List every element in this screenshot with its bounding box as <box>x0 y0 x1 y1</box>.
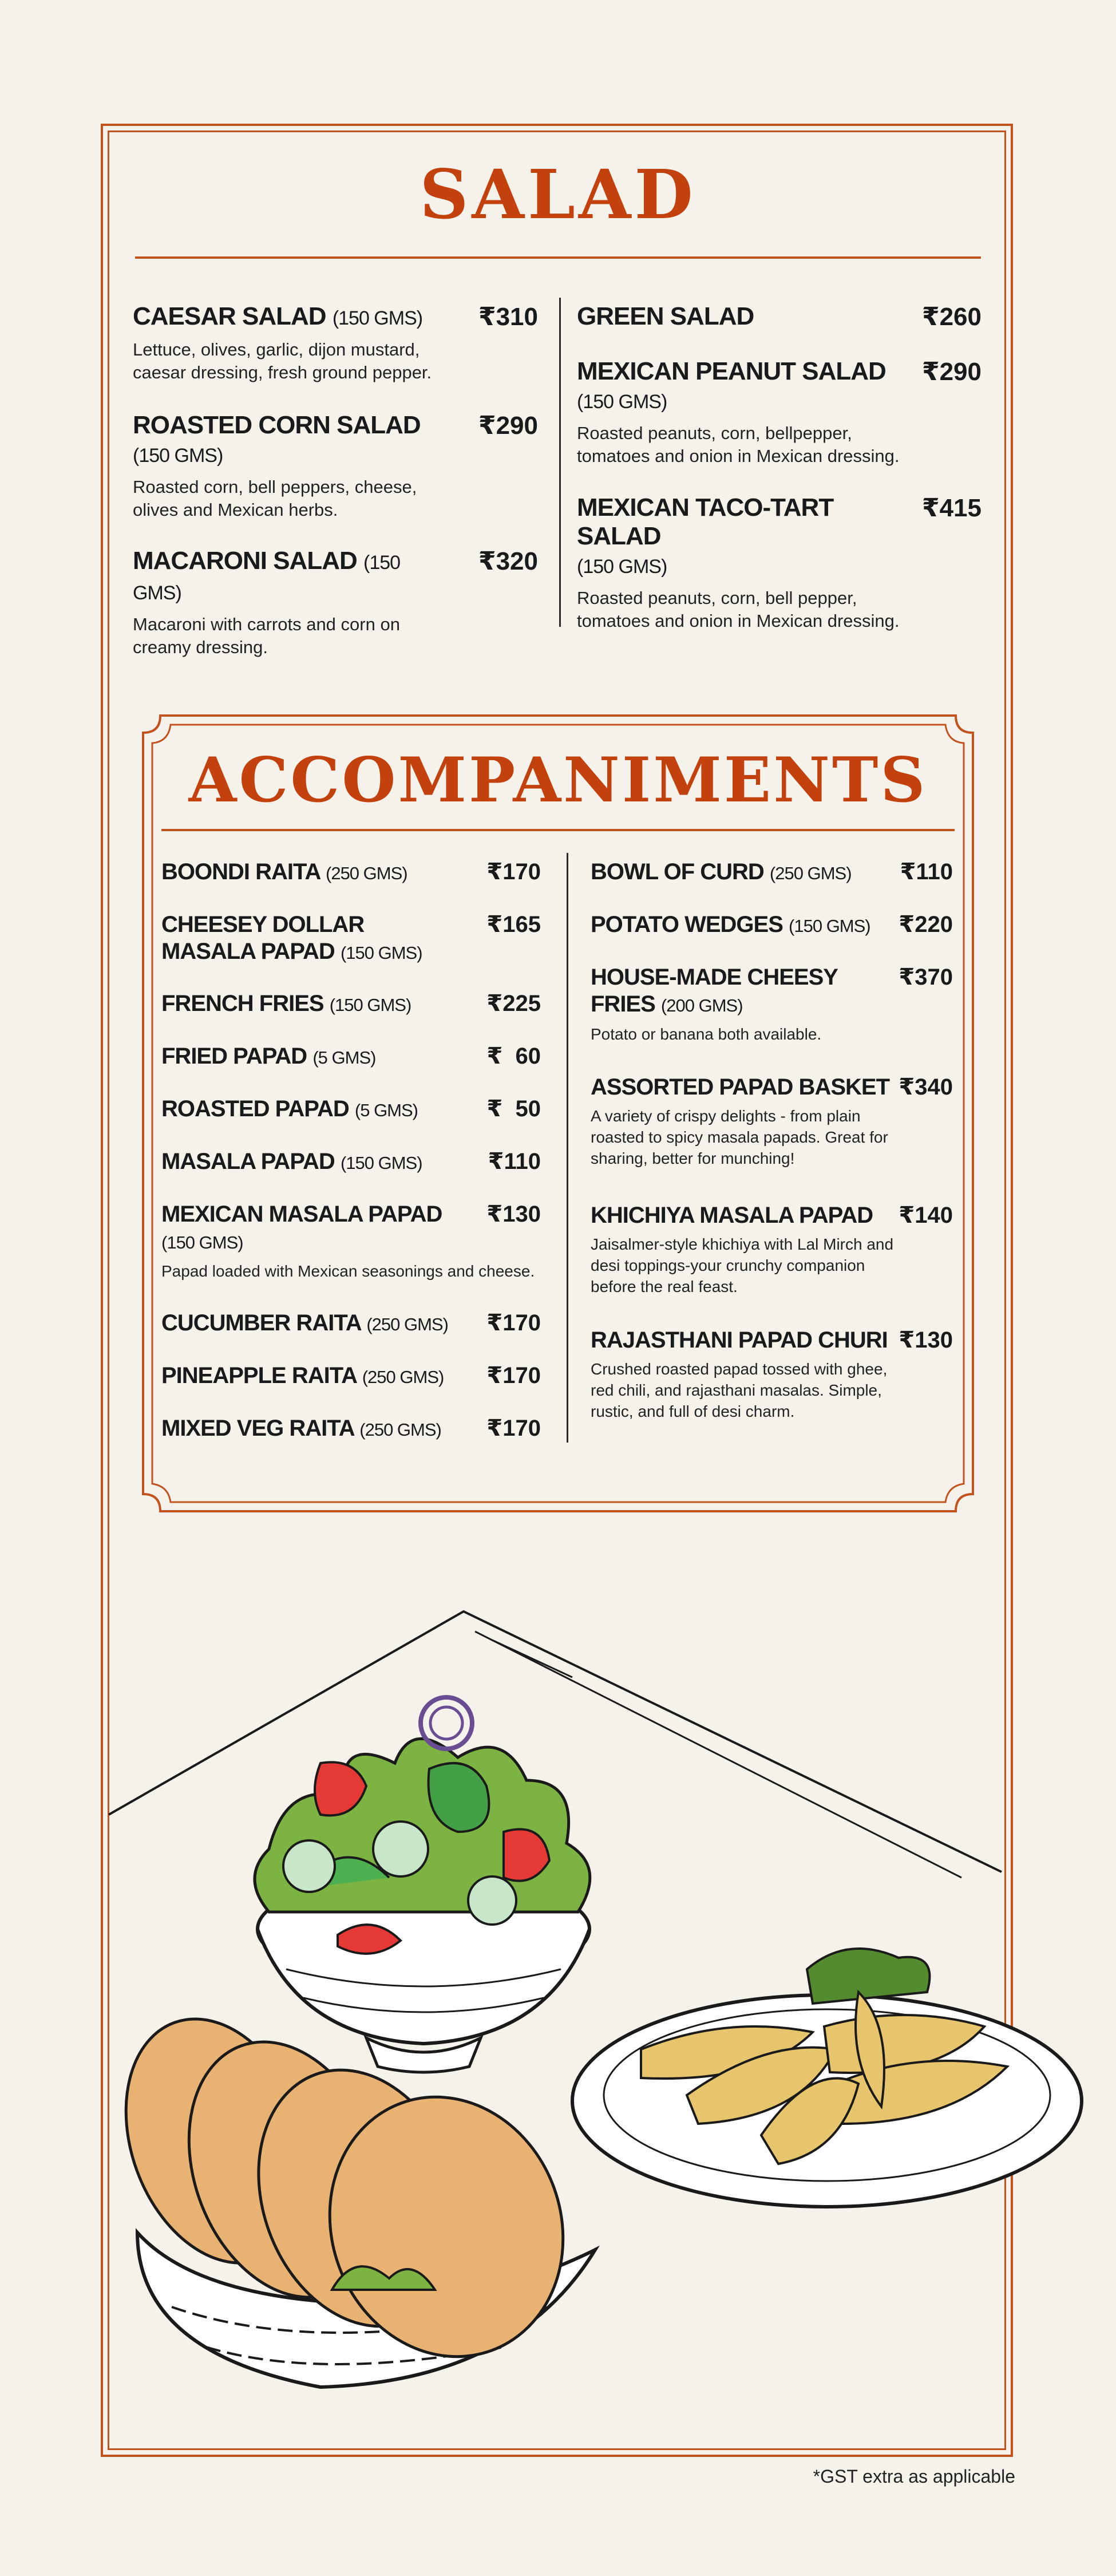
acc-price-cheesey-dollar: ₹165 <box>486 912 541 937</box>
acc-item-boondi-raita: BOONDI RAITA (250 GMS) <box>161 859 407 884</box>
salad-item-caesar: CAESAR SALAD (150 GMS) Lettuce, olives, garlic, dijon mustard, caesar dressing, fresh ground pepper. <box>133 302 432 382</box>
acc-price-french-fries: ₹225 <box>486 991 541 1016</box>
salad-price-mexican-taco-tart: ₹415 <box>921 494 982 522</box>
acc-item-potato-wedges: POTATO WEDGES (150 GMS) <box>591 912 870 937</box>
acc-item-cheesy-fries: HOUSE-MADE CHEESY FRIES (200 GMS) Potato or banana both available. <box>591 965 838 1043</box>
acc-price-assorted-papad-basket: ₹340 <box>899 1074 953 1100</box>
salad-title: SALAD <box>420 155 696 234</box>
acc-price-bowl-of-curd: ₹110 <box>900 859 953 884</box>
salad-item-mexican-peanut: MEXICAN PEANUT SALAD (150 GMS) Roasted peanuts, corn, bellpepper, tomatoes and onion in Mexican dressing. <box>577 357 900 466</box>
salad-price-macaroni: ₹320 <box>478 547 538 575</box>
food-illustration <box>0 1591 1116 2484</box>
acc-item-assorted-papad-basket: ASSORTED PAPAD BASKET A variety of crispy delights - from plain roasted to spicy masala papads. Great for sharing, better for munching! <box>591 1074 890 1167</box>
acc-item-pineapple-raita: PINEAPPLE RAITA (250 GMS) <box>161 1363 444 1388</box>
accompaniments-rule <box>161 829 955 831</box>
salad-column-divider <box>559 298 561 627</box>
acc-item-cheesey-dollar: CHEESEY DOLLAR MASALA PAPAD (150 GMS) <box>161 912 422 964</box>
acc-price-potato-wedges: ₹220 <box>899 912 953 937</box>
acc-item-fried-papad: FRIED PAPAD (5 GMS) <box>161 1044 376 1069</box>
salad-item-green: GREEN SALAD <box>577 302 754 330</box>
salad-price-mexican-peanut: ₹290 <box>921 358 982 386</box>
salad-rule <box>135 256 981 259</box>
acc-item-french-fries: FRENCH FRIES (150 GMS) <box>161 991 411 1016</box>
salad-item-roasted-corn: ROASTED CORN SALAD (150 GMS) Roasted corn, bell peppers, cheese, olives and Mexican herbs. <box>133 411 421 520</box>
acc-price-cucumber-raita: ₹170 <box>486 1310 541 1336</box>
acc-price-boondi-raita: ₹170 <box>486 859 541 884</box>
gst-footnote: *GST extra as applicable <box>813 2466 1015 2487</box>
acc-price-roasted-papad: ₹ 50 <box>486 1096 541 1121</box>
acc-price-mexican-masala-papad: ₹130 <box>486 1202 541 1227</box>
acc-item-cucumber-raita: CUCUMBER RAITA (250 GMS) <box>161 1310 448 1336</box>
salad-item-mexican-taco-tart: MEXICAN TACO-TART SALAD (150 GMS) Roasted peanuts, corn, bell pepper, tomatoes and onion in Mexican dressing. <box>577 493 900 631</box>
acc-item-mexican-masala-papad: MEXICAN MASALA PAPAD (150 GMS) Papad loaded with Mexican seasonings and cheese. <box>161 1202 535 1280</box>
acc-price-pineapple-raita: ₹170 <box>486 1363 541 1388</box>
acc-item-mixed-veg-raita: MIXED VEG RAITA (250 GMS) <box>161 1416 441 1441</box>
acc-item-rajasthani-papad-churi: RAJASTHANI PAPAD CHURI Crushed roasted papad tossed with ghee, red chili, and rajasthani masalas. Simple, rustic, and full of desi charm. <box>591 1327 888 1420</box>
salad-bowl-icon <box>255 1697 590 2072</box>
acc-price-masala-papad: ₹110 <box>488 1149 541 1174</box>
accompaniments-title: ACCOMPANIMENTS <box>188 744 928 816</box>
salad-price-green: ₹260 <box>921 303 982 331</box>
acc-item-roasted-papad: ROASTED PAPAD (5 GMS) <box>161 1096 418 1121</box>
acc-item-khichiya-masala-papad: KHICHIYA MASALA PAPAD Jaisalmer-style khichiya with Lal Mirch and desi toppings-your crunchy companion before the real feast. <box>591 1203 894 1295</box>
acc-item-bowl-of-curd: BOWL OF CURD (250 GMS) <box>591 859 852 884</box>
potato-wedges-plate-icon <box>572 1949 1082 2207</box>
acc-price-mixed-veg-raita: ₹170 <box>486 1416 541 1441</box>
acc-price-rajasthani-papad-churi: ₹130 <box>899 1327 953 1353</box>
salad-price-roasted-corn: ₹290 <box>478 412 538 440</box>
acc-price-fried-papad: ₹ 60 <box>486 1044 541 1069</box>
acc-price-cheesy-fries: ₹370 <box>899 965 953 990</box>
papad-basket-icon <box>94 1993 599 2390</box>
salad-price-caesar: ₹310 <box>478 303 538 331</box>
acc-price-khichiya-masala-papad: ₹140 <box>899 1203 953 1228</box>
acc-item-masala-papad: MASALA PAPAD (150 GMS) <box>161 1149 422 1174</box>
accompaniments-column-divider <box>567 853 568 1443</box>
salad-item-macaroni: MACARONI SALAD (150 GMS) Macaroni with carrots and corn on creamy dressing. <box>133 547 401 657</box>
